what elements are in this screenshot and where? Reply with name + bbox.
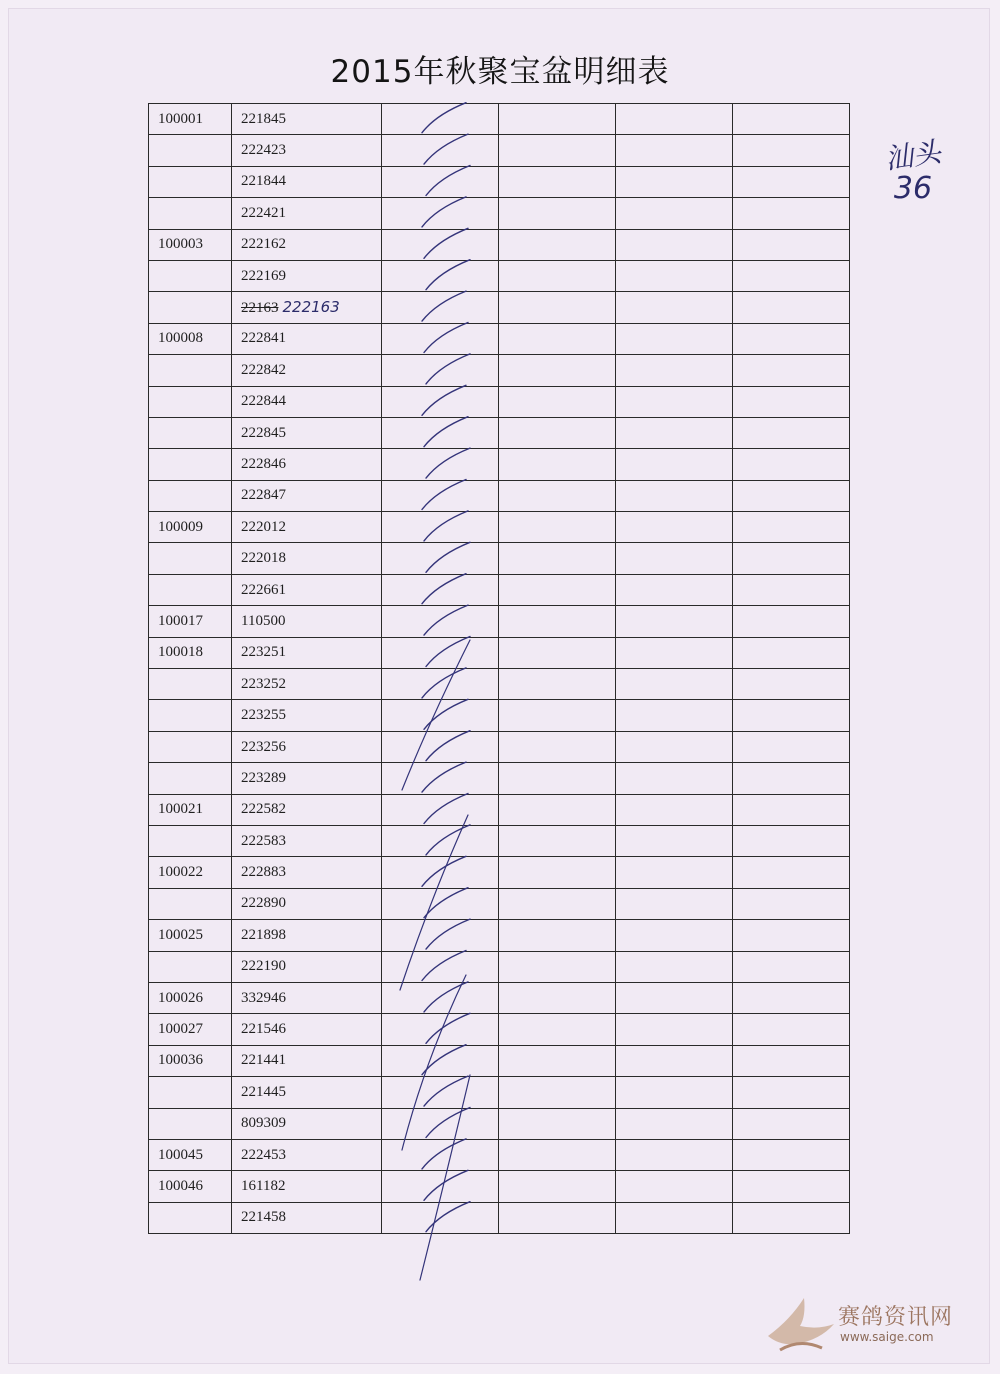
empty-cell (499, 1014, 616, 1045)
ring-number-cell (232, 198, 382, 229)
watermark-name: 赛鸽资讯网 (838, 1305, 954, 1330)
empty-cell (382, 794, 499, 825)
empty-cell (382, 574, 499, 605)
empty-cell (499, 260, 616, 291)
margin-note-count: 36 (893, 171, 933, 207)
ring-number: 222846 (241, 455, 286, 472)
empty-cell (499, 480, 616, 511)
empty-cell (733, 825, 850, 856)
owner-id-cell: 100036 (149, 1045, 232, 1076)
empty-cell (382, 166, 499, 197)
ring-number-cell (232, 951, 382, 982)
empty-cell (499, 323, 616, 354)
table-row (149, 1202, 850, 1233)
owner-id-cell (149, 198, 232, 229)
ring-number: 110500 (241, 612, 286, 629)
empty-cell (382, 512, 499, 543)
table-row (149, 574, 850, 605)
ring-number-cell (232, 857, 382, 888)
ring-number-cell (232, 731, 382, 762)
empty-cell (733, 857, 850, 888)
owner-id-cell (149, 386, 232, 417)
empty-cell (616, 449, 733, 480)
empty-cell (616, 763, 733, 794)
owner-id-cell: 100018 (149, 637, 232, 668)
empty-cell (616, 1108, 733, 1139)
empty-cell (733, 543, 850, 574)
empty-cell (616, 292, 733, 323)
table-row (149, 951, 850, 982)
table-row (149, 763, 850, 794)
empty-cell (382, 731, 499, 762)
table-row (149, 292, 850, 323)
empty-cell (499, 449, 616, 480)
owner-id-cell (149, 260, 232, 291)
empty-cell (616, 982, 733, 1013)
empty-cell (499, 1077, 616, 1108)
empty-cell (733, 135, 850, 166)
empty-cell (382, 982, 499, 1013)
ring-number-cell (232, 386, 382, 417)
empty-cell (382, 480, 499, 511)
ring-number-cell (232, 1077, 382, 1108)
table-row (149, 731, 850, 762)
owner-id-cell (149, 825, 232, 856)
empty-cell (733, 166, 850, 197)
empty-cell (382, 386, 499, 417)
empty-cell (733, 763, 850, 794)
table-row (149, 512, 850, 543)
empty-cell (499, 229, 616, 260)
ring-number: 332946 (241, 989, 286, 1006)
empty-cell (382, 700, 499, 731)
ring-number: 222421 (241, 204, 286, 221)
owner-id-cell (149, 951, 232, 982)
ring-number-cell (232, 1202, 382, 1233)
owner-id-cell (149, 1108, 232, 1139)
ring-number: 222169 (241, 267, 286, 284)
table-row (149, 1045, 850, 1076)
empty-cell (499, 1045, 616, 1076)
owner-id-cell (149, 480, 232, 511)
empty-cell (499, 857, 616, 888)
owner-id-cell: 100027 (149, 1014, 232, 1045)
owner-id-cell: 100045 (149, 1139, 232, 1170)
ring-number: 222583 (241, 832, 286, 849)
ring-number-cell (232, 1108, 382, 1139)
empty-cell (616, 104, 733, 135)
owner-id-cell (149, 669, 232, 700)
table-row (149, 449, 850, 480)
owner-id-cell (149, 449, 232, 480)
empty-cell (733, 1108, 850, 1139)
empty-cell (733, 606, 850, 637)
table-row (149, 669, 850, 700)
table-row (149, 480, 850, 511)
handwritten-correction: 222163 (282, 298, 340, 317)
empty-cell (616, 888, 733, 919)
ring-number-cell (232, 543, 382, 574)
pigeon-logo-icon (760, 1290, 840, 1354)
empty-cell (382, 1077, 499, 1108)
ring-number-cell (232, 606, 382, 637)
empty-cell (733, 1171, 850, 1202)
ring-number: 223255 (241, 707, 286, 724)
empty-cell (733, 229, 850, 260)
table-row (149, 825, 850, 856)
empty-cell (499, 669, 616, 700)
table-row (149, 417, 850, 448)
empty-cell (499, 1171, 616, 1202)
ring-number: 223256 (241, 738, 286, 755)
table-row (149, 135, 850, 166)
empty-cell (616, 512, 733, 543)
empty-cell (499, 355, 616, 386)
empty-cell (616, 669, 733, 700)
owner-id-cell (149, 417, 232, 448)
owner-id-cell (149, 700, 232, 731)
empty-cell (616, 260, 733, 291)
owner-id-cell: 100021 (149, 794, 232, 825)
empty-cell (382, 104, 499, 135)
ring-number: 222661 (241, 581, 286, 598)
empty-cell (616, 1139, 733, 1170)
empty-cell (382, 229, 499, 260)
owner-id-cell: 100025 (149, 920, 232, 951)
empty-cell (382, 1045, 499, 1076)
empty-cell (616, 1077, 733, 1108)
ring-number-cell (232, 355, 382, 386)
owner-id-cell: 100022 (149, 857, 232, 888)
empty-cell (499, 794, 616, 825)
table-row (149, 700, 850, 731)
empty-cell (616, 417, 733, 448)
empty-cell (733, 480, 850, 511)
empty-cell (733, 1139, 850, 1170)
ring-number: 223251 (241, 644, 286, 661)
empty-cell (499, 637, 616, 668)
empty-cell (382, 198, 499, 229)
table-row (149, 355, 850, 386)
table-row (149, 198, 850, 229)
owner-id-cell: 100046 (149, 1171, 232, 1202)
ring-number: 222845 (241, 424, 286, 441)
empty-cell (382, 417, 499, 448)
ring-number-cell (232, 1171, 382, 1202)
ring-number: 222883 (241, 864, 286, 881)
empty-cell (616, 166, 733, 197)
empty-cell (733, 669, 850, 700)
empty-cell (382, 355, 499, 386)
empty-cell (499, 951, 616, 982)
ring-number: 161182 (241, 1177, 286, 1194)
empty-cell (382, 292, 499, 323)
table-row (149, 982, 850, 1013)
empty-cell (733, 888, 850, 919)
empty-cell (616, 920, 733, 951)
empty-cell (499, 700, 616, 731)
empty-cell (733, 1045, 850, 1076)
ring-number: 222018 (241, 550, 286, 567)
empty-cell (382, 449, 499, 480)
empty-cell (382, 1202, 499, 1233)
ring-number: 221845 (241, 110, 286, 127)
owner-id-cell (149, 763, 232, 794)
ring-number: 223289 (241, 769, 286, 786)
owner-id-cell: 100009 (149, 512, 232, 543)
empty-cell (733, 449, 850, 480)
ring-number-cell (232, 1045, 382, 1076)
empty-cell (616, 323, 733, 354)
ring-number: 221445 (241, 1083, 286, 1100)
empty-cell (499, 606, 616, 637)
empty-cell (499, 512, 616, 543)
empty-cell (382, 323, 499, 354)
handwritten-margin-note (868, 135, 958, 207)
ring-number-cell (232, 763, 382, 794)
empty-cell (616, 480, 733, 511)
table-row (149, 1171, 850, 1202)
empty-cell (499, 574, 616, 605)
ring-number-cell (232, 1014, 382, 1045)
table-row (149, 323, 850, 354)
watermark-url: www.saige.com (840, 1330, 934, 1344)
empty-cell (616, 355, 733, 386)
empty-cell (499, 1108, 616, 1139)
ring-number: 809309 (241, 1115, 286, 1132)
owner-id-cell (149, 731, 232, 762)
empty-cell (733, 1077, 850, 1108)
table-row (149, 606, 850, 637)
ring-number: 223252 (241, 675, 286, 692)
owner-id-cell (149, 888, 232, 919)
empty-cell (616, 637, 733, 668)
empty-cell (382, 825, 499, 856)
ring-number: 221441 (241, 1052, 286, 1069)
owner-id-cell: 100003 (149, 229, 232, 260)
ring-number-cell (232, 135, 382, 166)
empty-cell (499, 104, 616, 135)
empty-cell (616, 1171, 733, 1202)
empty-cell (616, 198, 733, 229)
ring-number-cell (232, 1139, 382, 1170)
empty-cell (616, 951, 733, 982)
empty-cell (733, 512, 850, 543)
empty-cell (733, 355, 850, 386)
table-row (149, 794, 850, 825)
ring-number-cell (232, 166, 382, 197)
table-row (149, 229, 850, 260)
empty-cell (499, 1202, 616, 1233)
ring-number: 221546 (241, 1021, 286, 1038)
empty-cell (382, 135, 499, 166)
ring-number-cell (232, 449, 382, 480)
empty-cell (499, 417, 616, 448)
empty-cell (733, 920, 850, 951)
empty-cell (382, 920, 499, 951)
empty-cell (616, 574, 733, 605)
empty-cell (733, 104, 850, 135)
ring-number-cell (232, 229, 382, 260)
empty-cell (733, 1014, 850, 1045)
empty-cell (499, 731, 616, 762)
margin-note-city: 汕头 (882, 135, 943, 176)
table-row (149, 1139, 850, 1170)
empty-cell (499, 920, 616, 951)
ring-number: 222162 (241, 236, 286, 253)
owner-id-cell (149, 1077, 232, 1108)
ring-number-cell (232, 888, 382, 919)
ring-number-cell (232, 700, 382, 731)
empty-cell (382, 1139, 499, 1170)
empty-cell (382, 1108, 499, 1139)
ring-number: 222847 (241, 487, 286, 504)
owner-id-cell: 100017 (149, 606, 232, 637)
site-watermark (760, 1290, 960, 1360)
empty-cell (616, 135, 733, 166)
owner-id-cell (149, 1202, 232, 1233)
owner-id-cell (149, 135, 232, 166)
ring-number-cell (232, 292, 382, 323)
empty-cell (499, 198, 616, 229)
empty-cell (733, 951, 850, 982)
ring-number-cell (232, 637, 382, 668)
owner-id-cell (149, 543, 232, 574)
empty-cell (499, 543, 616, 574)
ring-number-cell (232, 480, 382, 511)
empty-cell (382, 763, 499, 794)
ring-number: 22163 (241, 300, 279, 317)
empty-cell (499, 386, 616, 417)
ring-number-cell (232, 982, 382, 1013)
empty-cell (733, 198, 850, 229)
owner-id-cell (149, 574, 232, 605)
empty-cell (382, 1171, 499, 1202)
empty-cell (382, 260, 499, 291)
ring-number-cell (232, 920, 382, 951)
table-row (149, 386, 850, 417)
empty-cell (733, 260, 850, 291)
empty-cell (733, 1202, 850, 1233)
table-row (149, 888, 850, 919)
owner-id-cell (149, 292, 232, 323)
empty-cell (733, 982, 850, 1013)
ring-number-cell (232, 669, 382, 700)
ledger-body (149, 104, 850, 1234)
empty-cell (733, 323, 850, 354)
ring-number-cell (232, 260, 382, 291)
empty-cell (616, 857, 733, 888)
empty-cell (382, 888, 499, 919)
table-row (149, 543, 850, 574)
empty-cell (616, 606, 733, 637)
ring-number: 222890 (241, 895, 286, 912)
empty-cell (499, 888, 616, 919)
ring-number: 221898 (241, 926, 286, 943)
empty-cell (499, 763, 616, 794)
ring-number: 222453 (241, 1146, 286, 1163)
empty-cell (499, 166, 616, 197)
empty-cell (616, 543, 733, 574)
empty-cell (616, 700, 733, 731)
empty-cell (733, 386, 850, 417)
ring-number: 222190 (241, 958, 286, 975)
empty-cell (499, 982, 616, 1013)
table-row (149, 1108, 850, 1139)
ring-number-cell (232, 417, 382, 448)
ring-number: 222844 (241, 393, 286, 410)
ring-number: 222582 (241, 801, 286, 818)
table-row (149, 637, 850, 668)
empty-cell (382, 951, 499, 982)
table-row (149, 166, 850, 197)
empty-cell (616, 1014, 733, 1045)
empty-cell (733, 731, 850, 762)
ring-number: 222841 (241, 330, 286, 347)
owner-id-cell (149, 355, 232, 386)
ring-number: 222842 (241, 361, 286, 378)
empty-cell (616, 386, 733, 417)
ring-number: 222423 (241, 142, 286, 159)
ring-number-cell (232, 512, 382, 543)
empty-cell (382, 1014, 499, 1045)
table-row (149, 104, 850, 135)
empty-cell (733, 417, 850, 448)
empty-cell (733, 794, 850, 825)
ring-number: 222012 (241, 518, 286, 535)
table-row (149, 920, 850, 951)
ring-number-cell (232, 794, 382, 825)
empty-cell (499, 135, 616, 166)
empty-cell (499, 1139, 616, 1170)
empty-cell (616, 229, 733, 260)
ring-number: 221844 (241, 173, 286, 190)
empty-cell (382, 606, 499, 637)
ring-number-cell (232, 323, 382, 354)
empty-cell (616, 825, 733, 856)
ring-number: 221458 (241, 1209, 286, 1226)
empty-cell (382, 669, 499, 700)
empty-cell (616, 731, 733, 762)
owner-id-cell: 100026 (149, 982, 232, 1013)
empty-cell (499, 292, 616, 323)
ring-number-cell (232, 825, 382, 856)
ledger-table (148, 103, 850, 1234)
empty-cell (382, 857, 499, 888)
empty-cell (616, 1202, 733, 1233)
ring-number-cell (232, 104, 382, 135)
empty-cell (733, 574, 850, 605)
empty-cell (616, 1045, 733, 1076)
empty-cell (499, 825, 616, 856)
owner-id-cell: 100001 (149, 104, 232, 135)
owner-id-cell: 100008 (149, 323, 232, 354)
empty-cell (382, 543, 499, 574)
empty-cell (733, 292, 850, 323)
ring-number-cell (232, 574, 382, 605)
table-row (149, 1077, 850, 1108)
empty-cell (382, 637, 499, 668)
empty-cell (733, 637, 850, 668)
owner-id-cell (149, 166, 232, 197)
empty-cell (733, 700, 850, 731)
table-row (149, 260, 850, 291)
empty-cell (616, 794, 733, 825)
table-row (149, 857, 850, 888)
table-row (149, 1014, 850, 1045)
page-title: 2015年秋聚宝盆明细表 (330, 54, 670, 90)
